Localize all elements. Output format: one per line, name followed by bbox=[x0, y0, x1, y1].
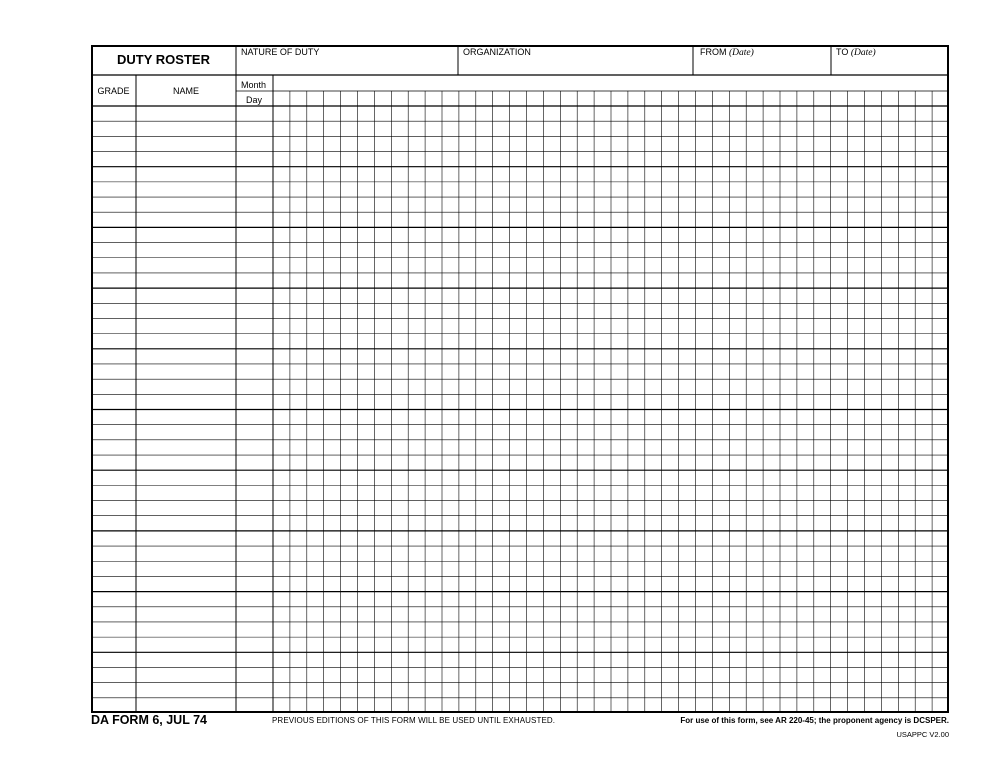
month-label: Month bbox=[241, 80, 267, 90]
form-title: DUTY ROSTER bbox=[117, 52, 210, 67]
to-label: TO bbox=[836, 47, 849, 57]
from-label: FROM bbox=[700, 47, 727, 57]
to-date-hint: (Date) bbox=[850, 48, 876, 58]
nature-of-duty-label: NATURE OF DUTY bbox=[241, 47, 320, 57]
form-number: DA FORM 6, JUL 74 bbox=[91, 713, 207, 727]
day-label: Day bbox=[246, 95, 263, 105]
from-date-hint: (Date) bbox=[729, 48, 754, 58]
proponent-notice: For use of this form, see AR 220-45; the proponent agency is DCSPER. bbox=[680, 716, 949, 725]
duty-roster-form bbox=[91, 45, 949, 713]
version-stamp: USAPPC V2.00 bbox=[896, 730, 949, 739]
previous-editions-notice: PREVIOUS EDITIONS OF THIS FORM WILL BE USED UNTIL EXHAUSTED. bbox=[272, 716, 556, 725]
roster-grid bbox=[91, 45, 949, 713]
organization-label: ORGANIZATION bbox=[463, 47, 531, 57]
to-date-label bbox=[836, 47, 876, 58]
grade-column-header: GRADE bbox=[97, 86, 130, 96]
name-column-header: NAME bbox=[172, 86, 199, 96]
from-date-label bbox=[700, 47, 754, 58]
